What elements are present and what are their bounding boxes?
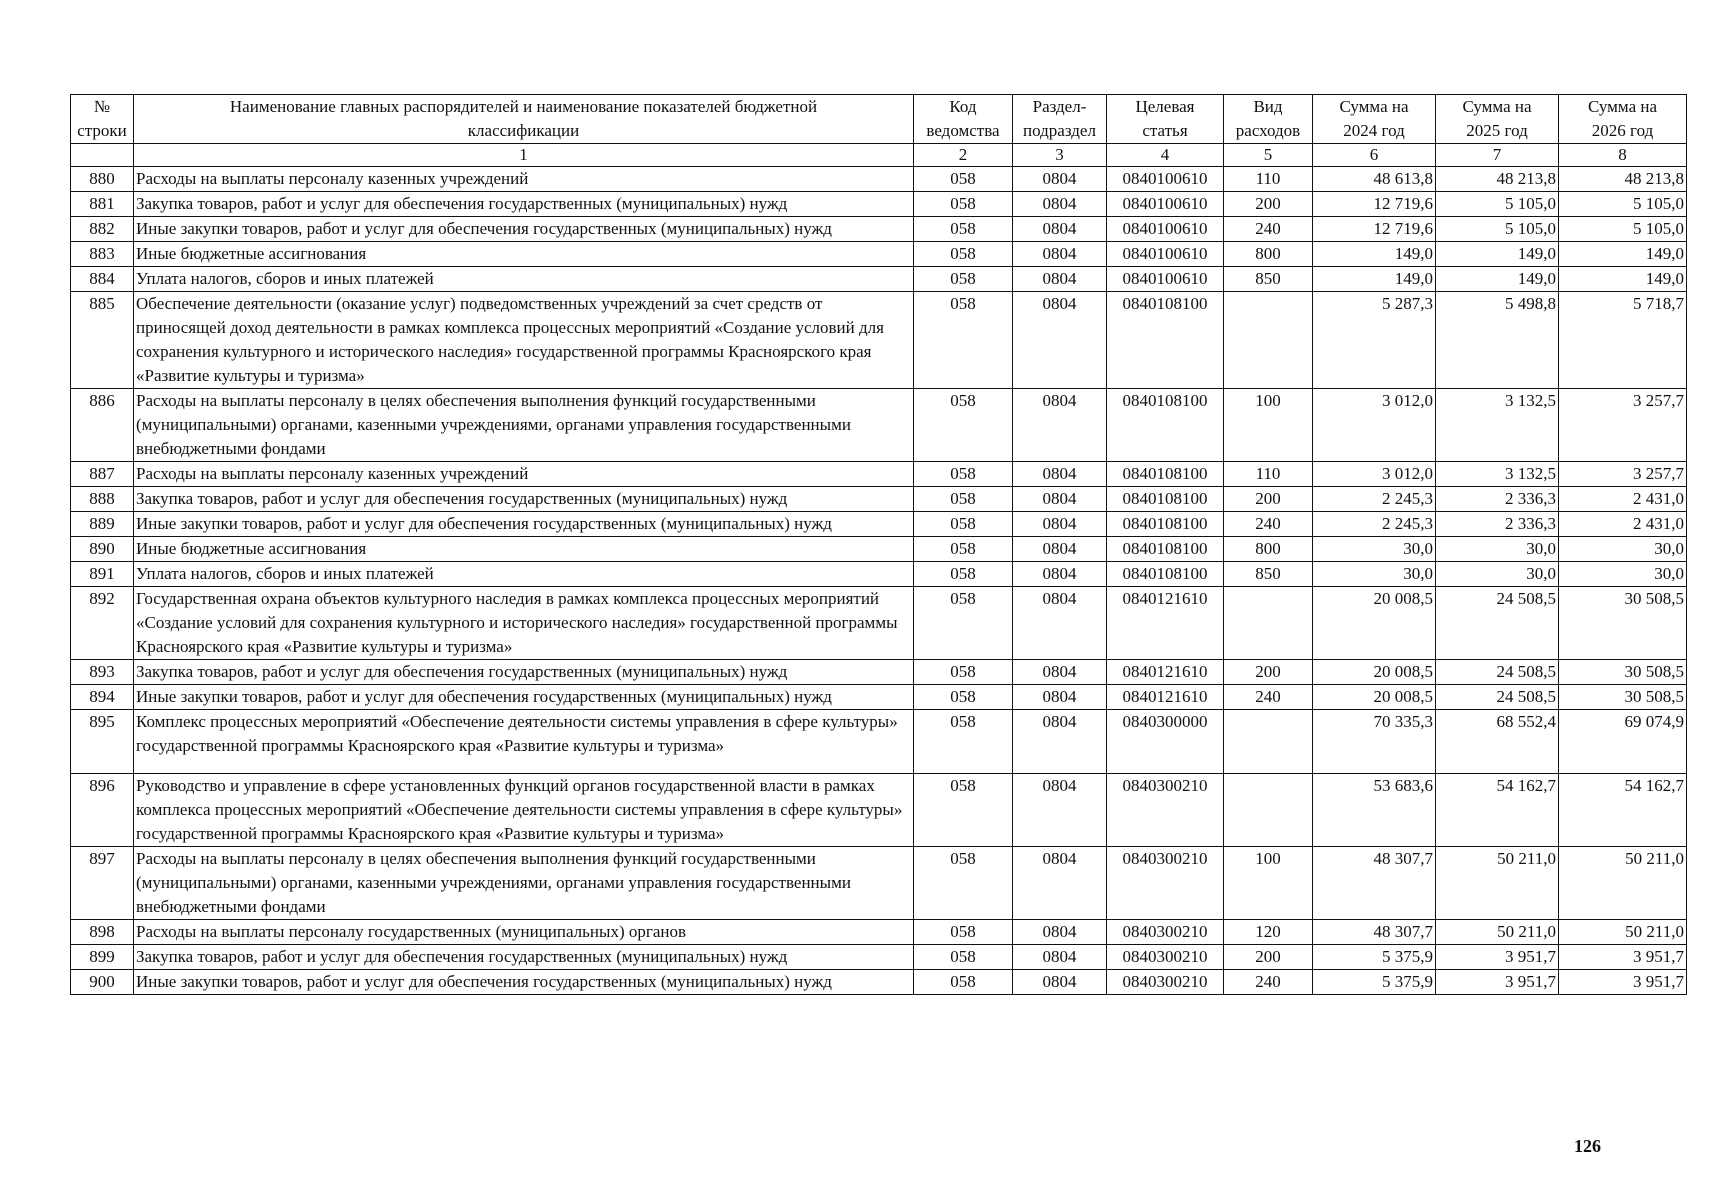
table-row <box>71 920 1687 945</box>
row-target-article: 0840108100 <box>1107 389 1224 462</box>
row-sum-2025: 68 552,4 <box>1436 710 1559 774</box>
row-dept-code: 058 <box>914 685 1013 710</box>
table-header <box>71 95 1687 167</box>
row-sum-2024: 5 375,9 <box>1313 945 1436 970</box>
row-sum-2024: 48 307,7 <box>1313 847 1436 920</box>
row-number: 883 <box>71 242 134 267</box>
row-dept-code: 058 <box>914 710 1013 774</box>
row-expense-kind: 100 <box>1224 389 1313 462</box>
row-sum-2025: 2 336,3 <box>1436 487 1559 512</box>
row-expense-kind: 200 <box>1224 192 1313 217</box>
header-sum-2026: Сумма на 2026 год <box>1559 95 1687 144</box>
column-number: 2 <box>914 144 1013 167</box>
row-sum-2025: 149,0 <box>1436 267 1559 292</box>
row-name: Уплата налогов, сборов и иных платежей <box>134 267 914 292</box>
row-sum-2025: 50 211,0 <box>1436 847 1559 920</box>
row-name: Руководство и управление в сфере установленных функций органов государственной власти в рамках комплекса процессных мероприятий «Обеспечение деятельности системы управления в сфере культуры» государственной программы Красноярского края «Развитие культуры и туризма» <box>134 774 914 847</box>
row-target-article: 0840100610 <box>1107 192 1224 217</box>
row-dept-code: 058 <box>914 774 1013 847</box>
row-name: Расходы на выплаты персоналу в целях обеспечения выполнения функций государственными (муниципальными) органами, казенными учреждениями, органами управления государственными внебюджетными фондами <box>134 847 914 920</box>
row-target-article: 0840100610 <box>1107 242 1224 267</box>
row-sum-2024: 2 245,3 <box>1313 487 1436 512</box>
row-sum-2025: 2 336,3 <box>1436 512 1559 537</box>
column-number: 6 <box>1313 144 1436 167</box>
row-sum-2026: 149,0 <box>1559 267 1687 292</box>
row-expense-kind: 240 <box>1224 217 1313 242</box>
row-sum-2024: 149,0 <box>1313 267 1436 292</box>
table-row <box>71 267 1687 292</box>
row-name: Иные закупки товаров, работ и услуг для обеспечения государственных (муниципальных) нужд <box>134 970 914 995</box>
row-name: Расходы на выплаты персоналу казенных учреждений <box>134 462 914 487</box>
row-expense-kind: 850 <box>1224 562 1313 587</box>
row-section: 0804 <box>1013 685 1107 710</box>
row-target-article: 0840108100 <box>1107 462 1224 487</box>
row-target-article: 0840121610 <box>1107 660 1224 685</box>
row-sum-2024: 5 287,3 <box>1313 292 1436 389</box>
row-section: 0804 <box>1013 167 1107 192</box>
row-expense-kind: 800 <box>1224 242 1313 267</box>
row-sum-2026: 30 508,5 <box>1559 587 1687 660</box>
row-section: 0804 <box>1013 192 1107 217</box>
row-name: Закупка товаров, работ и услуг для обеспечения государственных (муниципальных) нужд <box>134 487 914 512</box>
row-name: Иные бюджетные ассигнования <box>134 242 914 267</box>
row-sum-2024: 20 008,5 <box>1313 587 1436 660</box>
row-sum-2025: 30,0 <box>1436 562 1559 587</box>
row-sum-2024: 48 307,7 <box>1313 920 1436 945</box>
row-sum-2025: 3 132,5 <box>1436 389 1559 462</box>
table-row <box>71 487 1687 512</box>
row-sum-2024: 20 008,5 <box>1313 660 1436 685</box>
row-sum-2026: 2 431,0 <box>1559 487 1687 512</box>
row-target-article: 0840100610 <box>1107 167 1224 192</box>
row-sum-2025: 3 951,7 <box>1436 970 1559 995</box>
table-row <box>71 970 1687 995</box>
row-dept-code: 058 <box>914 167 1013 192</box>
row-target-article: 0840108100 <box>1107 512 1224 537</box>
row-expense-kind: 850 <box>1224 267 1313 292</box>
row-sum-2025: 54 162,7 <box>1436 774 1559 847</box>
row-dept-code: 058 <box>914 920 1013 945</box>
row-sum-2026: 5 105,0 <box>1559 217 1687 242</box>
table-row <box>71 710 1687 774</box>
row-sum-2026: 30,0 <box>1559 537 1687 562</box>
table-row <box>71 774 1687 847</box>
row-expense-kind: 240 <box>1224 685 1313 710</box>
row-sum-2026: 30 508,5 <box>1559 685 1687 710</box>
row-number: 886 <box>71 389 134 462</box>
row-number: 888 <box>71 487 134 512</box>
row-dept-code: 058 <box>914 217 1013 242</box>
row-sum-2024: 149,0 <box>1313 242 1436 267</box>
row-target-article: 0840300210 <box>1107 774 1224 847</box>
row-expense-kind: 240 <box>1224 970 1313 995</box>
row-sum-2026: 149,0 <box>1559 242 1687 267</box>
row-sum-2026: 50 211,0 <box>1559 920 1687 945</box>
column-number: 1 <box>134 144 914 167</box>
row-section: 0804 <box>1013 920 1107 945</box>
row-number: 899 <box>71 945 134 970</box>
row-sum-2024: 3 012,0 <box>1313 389 1436 462</box>
row-section: 0804 <box>1013 774 1107 847</box>
table-row <box>71 660 1687 685</box>
row-expense-kind: 110 <box>1224 167 1313 192</box>
row-section: 0804 <box>1013 242 1107 267</box>
table-row <box>71 462 1687 487</box>
row-number: 898 <box>71 920 134 945</box>
row-sum-2026: 30,0 <box>1559 562 1687 587</box>
row-sum-2025: 24 508,5 <box>1436 587 1559 660</box>
row-name: Закупка товаров, работ и услуг для обеспечения государственных (муниципальных) нужд <box>134 660 914 685</box>
row-target-article: 0840108100 <box>1107 562 1224 587</box>
row-dept-code: 058 <box>914 462 1013 487</box>
column-number: 7 <box>1436 144 1559 167</box>
row-target-article: 0840108100 <box>1107 292 1224 389</box>
header-section: Раздел- подраздел <box>1013 95 1107 144</box>
row-sum-2024: 30,0 <box>1313 562 1436 587</box>
row-target-article: 0840108100 <box>1107 487 1224 512</box>
row-section: 0804 <box>1013 537 1107 562</box>
table-row <box>71 945 1687 970</box>
row-number: 880 <box>71 167 134 192</box>
row-number: 887 <box>71 462 134 487</box>
table-row <box>71 562 1687 587</box>
row-expense-kind: 100 <box>1224 847 1313 920</box>
column-number: 5 <box>1224 144 1313 167</box>
row-sum-2025: 24 508,5 <box>1436 685 1559 710</box>
row-sum-2026: 2 431,0 <box>1559 512 1687 537</box>
row-sum-2025: 3 951,7 <box>1436 945 1559 970</box>
row-dept-code: 058 <box>914 242 1013 267</box>
row-section: 0804 <box>1013 389 1107 462</box>
row-sum-2024: 12 719,6 <box>1313 192 1436 217</box>
row-name: Закупка товаров, работ и услуг для обеспечения государственных (муниципальных) нужд <box>134 192 914 217</box>
row-sum-2026: 48 213,8 <box>1559 167 1687 192</box>
row-sum-2024: 70 335,3 <box>1313 710 1436 774</box>
row-sum-2025: 50 211,0 <box>1436 920 1559 945</box>
row-sum-2025: 48 213,8 <box>1436 167 1559 192</box>
row-expense-kind: 200 <box>1224 945 1313 970</box>
header-row-number: № строки <box>71 95 134 144</box>
row-expense-kind: 240 <box>1224 512 1313 537</box>
row-section: 0804 <box>1013 587 1107 660</box>
header-sum-2024: Сумма на 2024 год <box>1313 95 1436 144</box>
table-row <box>71 847 1687 920</box>
row-name: Иные бюджетные ассигнования <box>134 537 914 562</box>
row-sum-2024: 5 375,9 <box>1313 970 1436 995</box>
row-name: Закупка товаров, работ и услуг для обеспечения государственных (муниципальных) нужд <box>134 945 914 970</box>
column-number-blank <box>71 144 134 167</box>
row-target-article: 0840100610 <box>1107 267 1224 292</box>
row-dept-code: 058 <box>914 487 1013 512</box>
row-number: 897 <box>71 847 134 920</box>
header-target-article: Целевая статья <box>1107 95 1224 144</box>
row-sum-2026: 3 257,7 <box>1559 389 1687 462</box>
table-row <box>71 512 1687 537</box>
row-sum-2024: 2 245,3 <box>1313 512 1436 537</box>
row-number: 882 <box>71 217 134 242</box>
row-sum-2026: 3 951,7 <box>1559 970 1687 995</box>
header-dept-code: Код ведомства <box>914 95 1013 144</box>
row-sum-2024: 12 719,6 <box>1313 217 1436 242</box>
row-dept-code: 058 <box>914 660 1013 685</box>
row-dept-code: 058 <box>914 292 1013 389</box>
row-sum-2025: 5 105,0 <box>1436 217 1559 242</box>
header-row <box>71 95 1687 144</box>
row-sum-2026: 30 508,5 <box>1559 660 1687 685</box>
header-sum-2025: Сумма на 2025 год <box>1436 95 1559 144</box>
header-name: Наименование главных распорядителей и наименование показателей бюджетной классификации <box>134 95 914 144</box>
row-target-article: 0840300210 <box>1107 970 1224 995</box>
row-name: Иные закупки товаров, работ и услуг для обеспечения государственных (муниципальных) нужд <box>134 512 914 537</box>
row-dept-code: 058 <box>914 267 1013 292</box>
row-target-article: 0840108100 <box>1107 537 1224 562</box>
row-number: 889 <box>71 512 134 537</box>
row-target-article: 0840300210 <box>1107 945 1224 970</box>
row-number: 896 <box>71 774 134 847</box>
row-section: 0804 <box>1013 710 1107 774</box>
row-sum-2025: 5 498,8 <box>1436 292 1559 389</box>
row-target-article: 0840300210 <box>1107 847 1224 920</box>
table-row <box>71 537 1687 562</box>
row-dept-code: 058 <box>914 847 1013 920</box>
row-sum-2024: 30,0 <box>1313 537 1436 562</box>
row-expense-kind <box>1224 587 1313 660</box>
row-expense-kind <box>1224 710 1313 774</box>
row-sum-2024: 48 613,8 <box>1313 167 1436 192</box>
row-section: 0804 <box>1013 945 1107 970</box>
row-target-article: 0840300000 <box>1107 710 1224 774</box>
row-number: 900 <box>71 970 134 995</box>
row-expense-kind: 110 <box>1224 462 1313 487</box>
column-number: 3 <box>1013 144 1107 167</box>
table-row <box>71 389 1687 462</box>
row-dept-code: 058 <box>914 537 1013 562</box>
row-number: 890 <box>71 537 134 562</box>
row-sum-2026: 5 718,7 <box>1559 292 1687 389</box>
column-number: 8 <box>1559 144 1687 167</box>
row-number: 891 <box>71 562 134 587</box>
row-sum-2026: 50 211,0 <box>1559 847 1687 920</box>
row-dept-code: 058 <box>914 587 1013 660</box>
row-section: 0804 <box>1013 512 1107 537</box>
table-body <box>71 167 1687 995</box>
table-row <box>71 192 1687 217</box>
row-sum-2026: 69 074,9 <box>1559 710 1687 774</box>
row-dept-code: 058 <box>914 945 1013 970</box>
table-row <box>71 217 1687 242</box>
row-section: 0804 <box>1013 847 1107 920</box>
row-sum-2025: 149,0 <box>1436 242 1559 267</box>
row-dept-code: 058 <box>914 192 1013 217</box>
row-name: Расходы на выплаты персоналу в целях обеспечения выполнения функций государственными (муниципальными) органами, казенными учреждениями, органами управления государственными внебюджетными фондами <box>134 389 914 462</box>
table-row <box>71 167 1687 192</box>
row-name: Иные закупки товаров, работ и услуг для обеспечения государственных (муниципальных) нужд <box>134 217 914 242</box>
row-sum-2025: 24 508,5 <box>1436 660 1559 685</box>
row-section: 0804 <box>1013 660 1107 685</box>
row-number: 884 <box>71 267 134 292</box>
row-dept-code: 058 <box>914 970 1013 995</box>
row-section: 0804 <box>1013 562 1107 587</box>
table-row <box>71 587 1687 660</box>
row-target-article: 0840121610 <box>1107 685 1224 710</box>
row-target-article: 0840121610 <box>1107 587 1224 660</box>
row-number: 885 <box>71 292 134 389</box>
row-number: 892 <box>71 587 134 660</box>
table-row <box>71 685 1687 710</box>
row-name: Расходы на выплаты персоналу казенных учреждений <box>134 167 914 192</box>
row-sum-2025: 3 132,5 <box>1436 462 1559 487</box>
row-expense-kind: 200 <box>1224 487 1313 512</box>
page-number: 126 <box>1574 1136 1601 1156</box>
row-sum-2026: 3 257,7 <box>1559 462 1687 487</box>
row-sum-2026: 54 162,7 <box>1559 774 1687 847</box>
row-target-article: 0840300210 <box>1107 920 1224 945</box>
row-section: 0804 <box>1013 970 1107 995</box>
column-number: 4 <box>1107 144 1224 167</box>
row-sum-2026: 5 105,0 <box>1559 192 1687 217</box>
row-name: Уплата налогов, сборов и иных платежей <box>134 562 914 587</box>
row-name: Расходы на выплаты персоналу государственных (муниципальных) органов <box>134 920 914 945</box>
row-name: Иные закупки товаров, работ и услуг для обеспечения государственных (муниципальных) нужд <box>134 685 914 710</box>
column-number-row <box>71 144 1687 167</box>
row-dept-code: 058 <box>914 512 1013 537</box>
row-expense-kind <box>1224 292 1313 389</box>
row-dept-code: 058 <box>914 389 1013 462</box>
row-name: Обеспечение деятельности (оказание услуг) подведомственных учреждений за счет средств от приносящей доход деятельности в рамках комплекса процессных мероприятий «Создание условий для сохранения культурного и исторического наследия» государственной программы Красноярского края «Развитие культуры и туризма» <box>134 292 914 389</box>
row-expense-kind: 800 <box>1224 537 1313 562</box>
row-sum-2025: 30,0 <box>1436 537 1559 562</box>
row-expense-kind: 120 <box>1224 920 1313 945</box>
row-section: 0804 <box>1013 487 1107 512</box>
row-sum-2024: 3 012,0 <box>1313 462 1436 487</box>
row-sum-2024: 20 008,5 <box>1313 685 1436 710</box>
budget-table <box>70 94 1687 995</box>
row-name: Комплекс процессных мероприятий «Обеспечение деятельности системы управления в сфере культуры» государственной программы Красноярского края «Развитие культуры и туризма» <box>134 710 914 774</box>
row-sum-2024: 53 683,6 <box>1313 774 1436 847</box>
row-expense-kind <box>1224 774 1313 847</box>
row-section: 0804 <box>1013 292 1107 389</box>
row-number: 894 <box>71 685 134 710</box>
row-number: 895 <box>71 710 134 774</box>
row-section: 0804 <box>1013 462 1107 487</box>
row-dept-code: 058 <box>914 562 1013 587</box>
table-row <box>71 242 1687 267</box>
row-expense-kind: 200 <box>1224 660 1313 685</box>
row-sum-2026: 3 951,7 <box>1559 945 1687 970</box>
row-section: 0804 <box>1013 267 1107 292</box>
row-number: 893 <box>71 660 134 685</box>
row-section: 0804 <box>1013 217 1107 242</box>
table-row <box>71 292 1687 389</box>
row-number: 881 <box>71 192 134 217</box>
row-sum-2025: 5 105,0 <box>1436 192 1559 217</box>
row-target-article: 0840100610 <box>1107 217 1224 242</box>
row-name: Государственная охрана объектов культурного наследия в рамках комплекса процессных мероприятий «Создание условий для сохранения культурного и исторического наследия» государственной программы Красноярского края «Развитие культуры и туризма» <box>134 587 914 660</box>
header-expense-kind: Вид расходов <box>1224 95 1313 144</box>
